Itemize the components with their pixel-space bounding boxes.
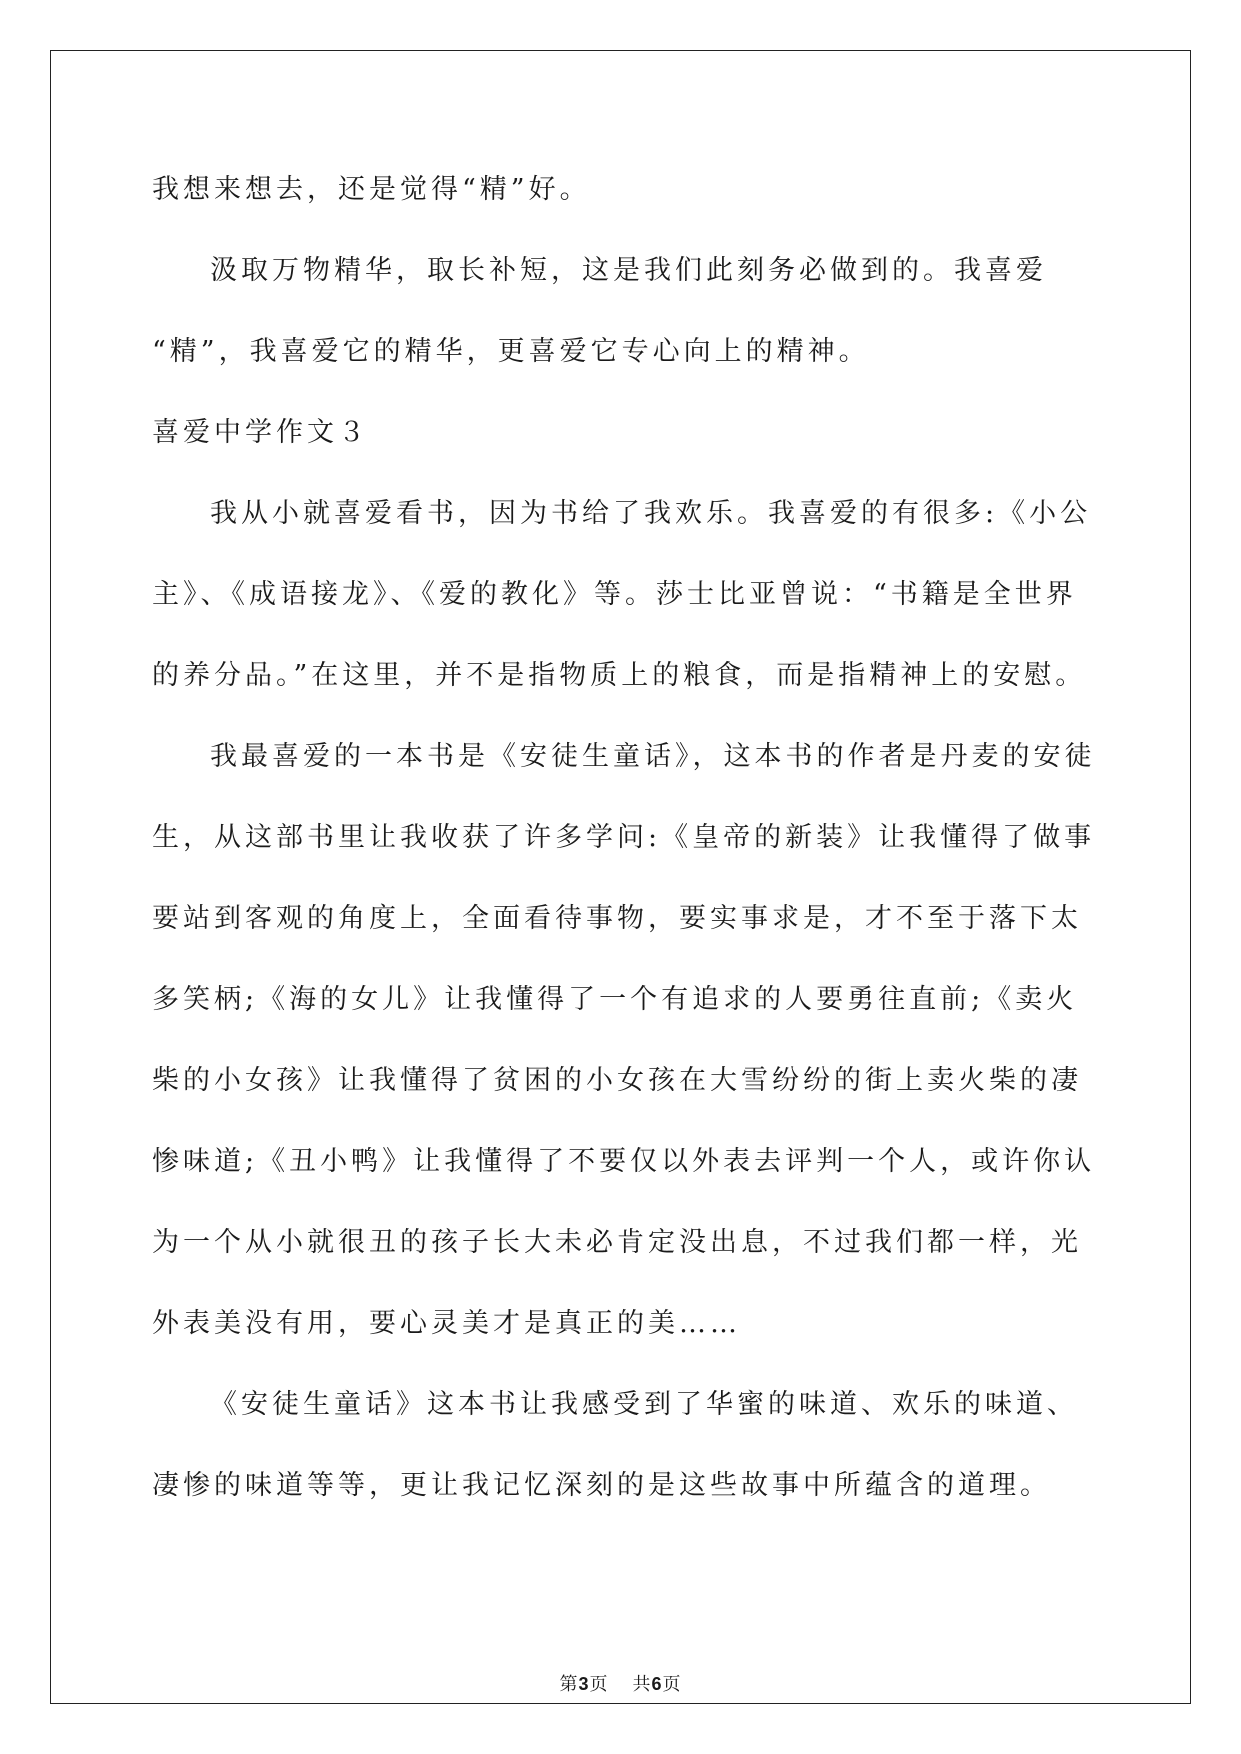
section-heading: 喜爱中学作文３ <box>152 417 369 448</box>
text-line: 我最喜爱的一本书是《安徒生童话》，这本书的作者是丹麦的安徒 <box>210 741 1096 772</box>
page-current: 3 <box>578 1674 590 1694</box>
text-line: 我从小就喜爱看书，因为书给了我欢乐。我喜爱的有很多:《小公 <box>210 498 1092 529</box>
text-line: 柴的小女孩》让我懂得了贫困的小女孩在大雪纷纷的街上卖火柴的凄 <box>152 1065 1082 1096</box>
document-body <box>152 163 1096 1540</box>
text-line: 惨味道;《丑小鸭》让我懂得了不要仅以外表去评判一个人，或许你认 <box>152 1146 1096 1177</box>
text-line: 凄惨的味道等等，更让我记忆深刻的是这些故事中所蕴含的道理。 <box>152 1470 1051 1501</box>
text-line: 多笑柄;《海的女儿》让我懂得了一个有追求的人要勇往直前;《卖火 <box>152 984 1078 1015</box>
text-line: 生，从这部书里让我收获了许多学问:《皇帝的新装》让我懂得了做事 <box>152 822 1096 853</box>
page-unit: 页 <box>589 1674 609 1695</box>
text-line: 我想来想去，还是觉得“精”好。 <box>152 174 591 205</box>
text-line: 为一个从小就很丑的孩子长大未必肯定没出息，不过我们都一样，光 <box>152 1227 1082 1258</box>
total-prefix: 共 <box>632 1674 652 1695</box>
page-prefix: 第 <box>559 1674 579 1695</box>
total-unit: 页 <box>662 1674 682 1695</box>
text-line: 的养分品。”在这里，并不是指物质上的粮食，而是指精神上的安慰。 <box>152 660 1087 691</box>
text-line: 汲取万物精华，取长补短，这是我们此刻务必做到的。我喜爱 <box>210 255 1047 286</box>
text-line: 要站到客观的角度上，全面看待事物，要实事求是，才不至于落下太 <box>152 903 1082 934</box>
text-line: 外表美没有用，要心灵美才是真正的美…… <box>152 1308 741 1339</box>
text-line: 主》、《成语接龙》、《爱的教化》等。莎士比亚曾说：“书籍是全世界 <box>152 579 1077 610</box>
text-line: 《安徒生童话》这本书让我感受到了华蜜的味道、欢乐的味道、 <box>210 1389 1078 1420</box>
text-line: “精”，我喜爱它的精华，更喜爱它专心向上的精神。 <box>152 336 870 367</box>
page-footer <box>0 1670 1241 1696</box>
page-total: 6 <box>651 1674 663 1694</box>
